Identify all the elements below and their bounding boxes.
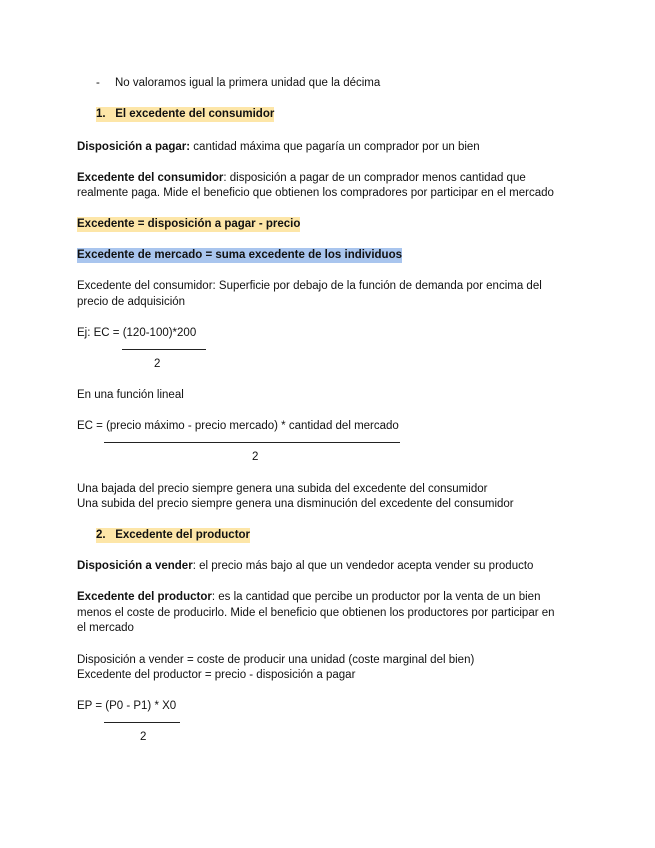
excedente-consumidor-term: Excedente del consumidor	[77, 172, 224, 184]
excedente-formula-highlight: Excedente = disposición a pagar - precio	[77, 218, 301, 230]
excedente-productor-term: Excedente del productor	[77, 591, 212, 603]
excedente-productor-line1	[77, 590, 540, 605]
disposicion-pagar-term: Disposición a pagar:	[77, 141, 191, 153]
disposicion-vender-term: Disposición a vender	[77, 560, 193, 572]
section-2-title: Excedente del productor	[115, 529, 251, 541]
disposicion-pagar-line	[77, 140, 480, 155]
disposicion-pagar-text: cantidad máxima que pagaría un comprador por un bien	[190, 141, 480, 153]
excedente-consumidor-text1: : disposición a pagar de un comprador menos cantidad que	[223, 172, 526, 184]
excedente-mercado-highlight: Excedente de mercado = suma excedente de los individuos	[77, 249, 402, 261]
ep-formula-numerator: EP = (P0 - P1) * X0	[77, 700, 177, 712]
ep-formula-fraction-bar	[104, 722, 180, 723]
bajada-precio-text: Una bajada del precio siempre genera una subida del excedente del consumidor	[77, 483, 488, 495]
coste-producir-text: Disposición a vender = coste de producir una unidad (coste marginal del bien)	[77, 654, 475, 666]
ec-formula-numerator: EC = (precio máximo - precio mercado) * cantidad del mercado	[77, 420, 399, 432]
bullet-marker: -	[96, 77, 100, 89]
bullet-text: No valoramos igual la primera unidad que la décima	[115, 77, 381, 89]
excedente-productor-text1: : es la cantidad que percibe un productor por la venta de un bien	[211, 591, 541, 603]
ejemplo-numerator: Ej: EC = (120-100)*200	[77, 327, 197, 339]
ejemplo-fraction-bar	[122, 349, 206, 350]
section-2-number: 2.	[96, 529, 106, 541]
ejemplo-denominator: 2	[154, 358, 161, 370]
section-1-title: El excedente del consumidor	[115, 108, 275, 120]
disposicion-vender-line	[77, 559, 533, 574]
excedente-consumidor-line1	[77, 171, 526, 186]
ec-formula-fraction-bar	[104, 442, 400, 443]
superficie-line1: Excedente del consumidor: Superficie por debajo de la función de demanda por encima del	[77, 280, 542, 292]
ep-formula-denominator: 2	[140, 731, 147, 743]
section-2-heading	[96, 528, 250, 543]
excedente-productor-line3: el mercado	[77, 622, 134, 634]
funcion-lineal-text: En una función lineal	[77, 389, 184, 401]
ec-formula-denominator: 2	[252, 451, 259, 463]
excedente-productor-line2: menos el coste de producirlo. Mide el beneficio que obtienen los productores por participar en	[77, 607, 555, 619]
subida-precio-text: Una subida del precio siempre genera una disminución del excedente del consumidor	[77, 498, 514, 510]
section-1-heading	[96, 107, 274, 122]
section-1-number: 1.	[96, 108, 106, 120]
ep-definicion-text: Excedente del productor = precio - disposición a pagar	[77, 669, 356, 681]
disposicion-vender-text: : el precio más bajo al que un vendedor acepta vender su producto	[192, 560, 534, 572]
superficie-line2: precio de adquisición	[77, 296, 186, 308]
excedente-consumidor-line2: realmente paga. Mide el beneficio que obtienen los compradores por participar en el mercado	[77, 187, 554, 199]
